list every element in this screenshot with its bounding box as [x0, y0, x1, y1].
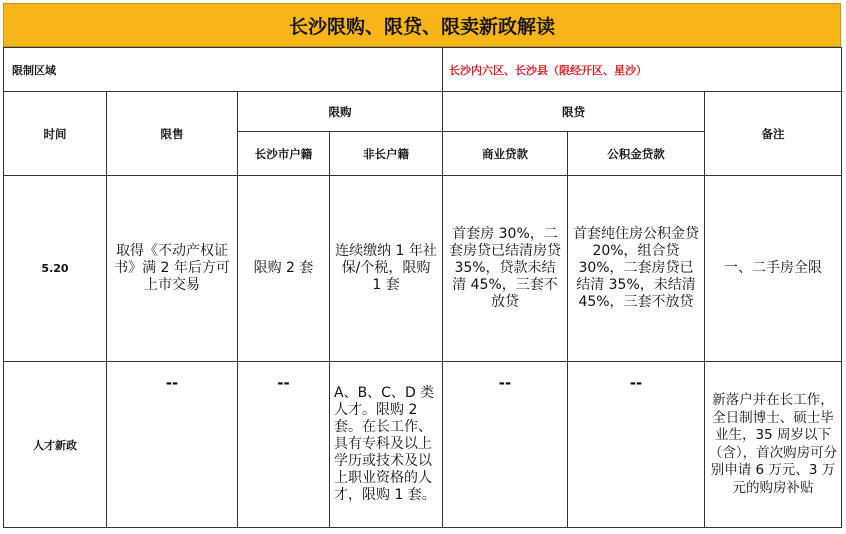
row-changsha-hukou: 限购 2 套 [238, 176, 330, 362]
header-row-1 [4, 92, 842, 132]
region-label: 限制区域 [4, 48, 443, 92]
row-remarks: 一、二手房全限 [705, 176, 842, 362]
row-time: 5.20 [4, 176, 107, 362]
row-sale-limit: -- [107, 362, 238, 528]
row-time: 人才新政 [4, 362, 107, 528]
header-commercial-loan: 商业贷款 [443, 132, 568, 176]
header-loan-limit: 限贷 [443, 92, 705, 132]
header-purchase-limit: 限购 [238, 92, 443, 132]
header-provident-loan: 公积金贷款 [568, 132, 705, 176]
row-non-hukou: A、B、C、D 类人才。限购 2 套。在长工作、具有专科及以上学历或技术及以上职业资格的人才，限购 1 套。 [330, 362, 443, 528]
table-row [4, 176, 842, 362]
row-non-hukou: 连续缴纳 1 年社保/个税，限购 1 套 [330, 176, 443, 362]
row-commercial-loan: 首套房 30%，二套房贷已结清房贷 35%，贷款未结清 45%，三套不放贷 [443, 176, 568, 362]
table-title: 长沙限购、限贷、限卖新政解读 [3, 3, 841, 47]
header-remarks: 备注 [705, 92, 842, 176]
header-changsha-hukou: 长沙市户籍 [238, 132, 330, 176]
region-row [4, 48, 842, 92]
policy-table [3, 47, 842, 528]
row-sale-limit: 取得《不动产权证书》满 2 年后方可上市交易 [107, 176, 238, 362]
row-changsha-hukou: -- [238, 362, 330, 528]
header-sale-limit: 限售 [107, 92, 238, 176]
row-remarks: 新落户并在长工作，全日制博士、硕士毕业生，35 周岁以下（含），首次购房可分别申请 6 万元、3 万元的购房补贴 [705, 362, 842, 528]
table-row [4, 362, 842, 528]
header-non-hukou: 非长户籍 [330, 132, 443, 176]
policy-table-container [3, 3, 841, 529]
row-provident-loan: 首套纯住房公积金贷 20%，组合贷 30%，二套房贷已结清 35%，未结清 45%，三套不放贷 [568, 176, 705, 362]
row-commercial-loan: -- [443, 362, 568, 528]
row-provident-loan: -- [568, 362, 705, 528]
region-value: 长沙内六区、长沙县（限经开区、星沙） [443, 48, 842, 92]
header-time: 时间 [4, 92, 107, 176]
